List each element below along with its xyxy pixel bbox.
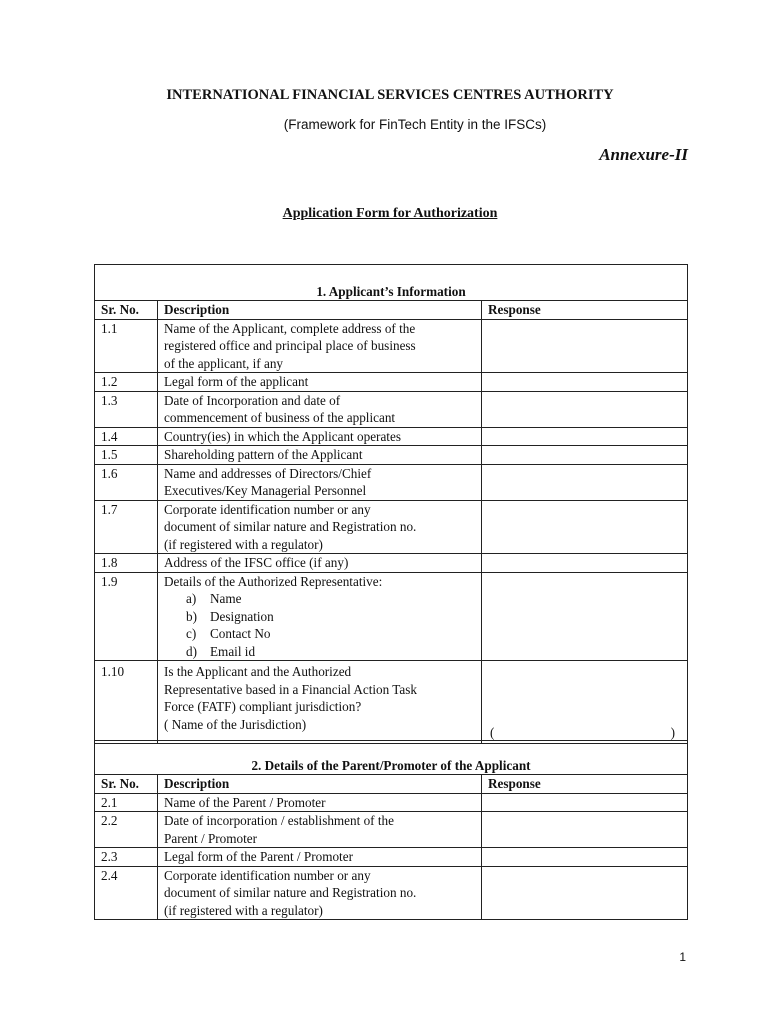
table-row <box>95 373 688 392</box>
response-cell[interactable] <box>482 848 688 867</box>
response-cell[interactable] <box>482 812 688 848</box>
response-cell[interactable] <box>482 866 688 920</box>
description-line: Is the Applicant and the Authorized <box>164 664 352 679</box>
col-description-header: Description <box>158 301 482 320</box>
organization-title: INTERNATIONAL FINANCIAL SERVICES CENTRES AUTHORITY <box>166 87 614 103</box>
description-line: Representative based in a Financial Action Task <box>164 681 417 697</box>
description-line: Legal form of the applicant <box>164 374 309 389</box>
row-description <box>158 866 482 920</box>
representative-detail-item <box>164 625 475 643</box>
description-line: Shareholding pattern of the Applicant <box>164 447 363 462</box>
description-line: document of similar nature and Registration no. <box>164 519 417 534</box>
description-line: (if registered with a regulator) <box>164 902 323 918</box>
row-description <box>158 554 482 573</box>
row-description <box>158 373 482 392</box>
description-line: Details of the Authorized Representative: <box>164 573 383 589</box>
parent-promoter-table <box>94 740 688 920</box>
row-number: 1.10 <box>95 661 158 744</box>
section1-title: 1. Applicant’s Information <box>95 265 688 301</box>
response-cell[interactable] <box>482 319 688 373</box>
row-number: 1.3 <box>95 391 158 427</box>
description-line: Date of incorporation / establishment of the <box>164 813 394 828</box>
row-description <box>158 464 482 500</box>
col-response-header: Response <box>482 301 688 320</box>
table-row <box>95 866 688 920</box>
item-letter: b) <box>186 608 197 624</box>
representative-detail-item <box>164 608 475 626</box>
row-number: 1.4 <box>95 427 158 446</box>
description-line: Name of the Parent / Promoter <box>164 794 326 810</box>
open-paren: ( <box>490 724 495 740</box>
description-line: Force (FATF) compliant jurisdiction? <box>164 699 362 714</box>
annexure-label: Annexure-II <box>599 145 688 164</box>
row-number: 2.2 <box>95 812 158 848</box>
col-srno-header: Sr. No. <box>95 301 158 320</box>
table-row <box>95 427 688 446</box>
description-line: Country(ies) in which the Applicant operates <box>164 428 401 444</box>
response-cell[interactable] <box>482 500 688 554</box>
table-row <box>95 554 688 573</box>
item-text: Name <box>210 591 242 606</box>
row-number: 2.3 <box>95 848 158 867</box>
description-line: Address of the IFSC office (if any) <box>164 555 349 570</box>
table-row <box>95 793 688 812</box>
description-line: Corporate identification number or any <box>164 501 371 517</box>
description-line: Legal form of the Parent / Promoter <box>164 849 353 864</box>
row-number: 1.1 <box>95 319 158 373</box>
applicant-info-table <box>94 264 688 744</box>
row-description <box>158 661 482 744</box>
form-title: Application Form for Authorization <box>282 206 498 221</box>
row-number: 1.6 <box>95 464 158 500</box>
response-cell[interactable] <box>482 373 688 392</box>
description-line: Name of the Applicant, complete address of the <box>164 320 416 336</box>
row-number: 1.9 <box>95 572 158 661</box>
description-line: Corporate identification number or any <box>164 867 371 883</box>
response-cell[interactable] <box>482 427 688 446</box>
close-paren: ) <box>670 724 675 740</box>
row-number: 1.2 <box>95 373 158 392</box>
row-description <box>158 391 482 427</box>
row-description <box>158 446 482 465</box>
table-row <box>95 848 688 867</box>
row-description <box>158 427 482 446</box>
item-letter: a) <box>186 591 197 606</box>
row-description <box>158 319 482 373</box>
row-description <box>158 848 482 867</box>
description-line: document of similar nature and Registration no. <box>164 885 417 900</box>
page-number: 1 <box>679 950 686 964</box>
description-line: Date of Incorporation and date of <box>164 392 341 408</box>
description-line: registered office and principal place of business <box>164 338 416 353</box>
description-line: Name and addresses of Directors/Chief <box>164 465 372 481</box>
description-line: commencement of business of the applicant <box>164 410 396 425</box>
response-cell[interactable] <box>482 391 688 427</box>
item-text: Designation <box>210 608 274 624</box>
response-cell[interactable] <box>482 572 688 661</box>
row-number: 1.5 <box>95 446 158 465</box>
row-number: 2.4 <box>95 866 158 920</box>
row-number: 1.7 <box>95 500 158 554</box>
table-row <box>95 446 688 465</box>
representative-detail-item <box>164 590 475 608</box>
response-cell[interactable] <box>482 554 688 573</box>
row-description <box>158 500 482 554</box>
representative-detail-item <box>164 643 475 661</box>
item-text: Contact No <box>210 626 271 641</box>
row-description <box>158 812 482 848</box>
table-row <box>95 500 688 554</box>
row-number: 1.8 <box>95 554 158 573</box>
item-text: Email id <box>210 643 256 659</box>
document-subtitle: (Framework for FinTech Entity in the IFSCs) <box>283 117 547 132</box>
response-cell[interactable] <box>482 793 688 812</box>
table-row <box>95 391 688 427</box>
response-cell[interactable] <box>482 464 688 500</box>
item-letter: c) <box>186 626 197 641</box>
row-number: 2.1 <box>95 793 158 812</box>
description-line: (if registered with a regulator) <box>164 536 323 552</box>
item-letter: d) <box>186 643 197 659</box>
table-row <box>95 464 688 500</box>
description-line: of the applicant, if any <box>164 355 284 371</box>
section2-title: 2. Details of the Parent/Promoter of the Applicant <box>95 741 688 775</box>
row-description <box>158 793 482 812</box>
description-line: Executives/Key Managerial Personnel <box>164 483 367 498</box>
description-line: Parent / Promoter <box>164 830 258 846</box>
col-response-header: Response <box>482 775 688 794</box>
row-description <box>158 572 482 661</box>
description-line: ( Name of the Jurisdiction) <box>164 716 307 732</box>
col-srno-header: Sr. No. <box>95 775 158 794</box>
response-cell[interactable] <box>482 446 688 465</box>
jurisdiction-response-cell[interactable] <box>482 661 688 744</box>
col-description-header: Description <box>158 775 482 794</box>
table-row <box>95 319 688 373</box>
table-row <box>95 812 688 848</box>
